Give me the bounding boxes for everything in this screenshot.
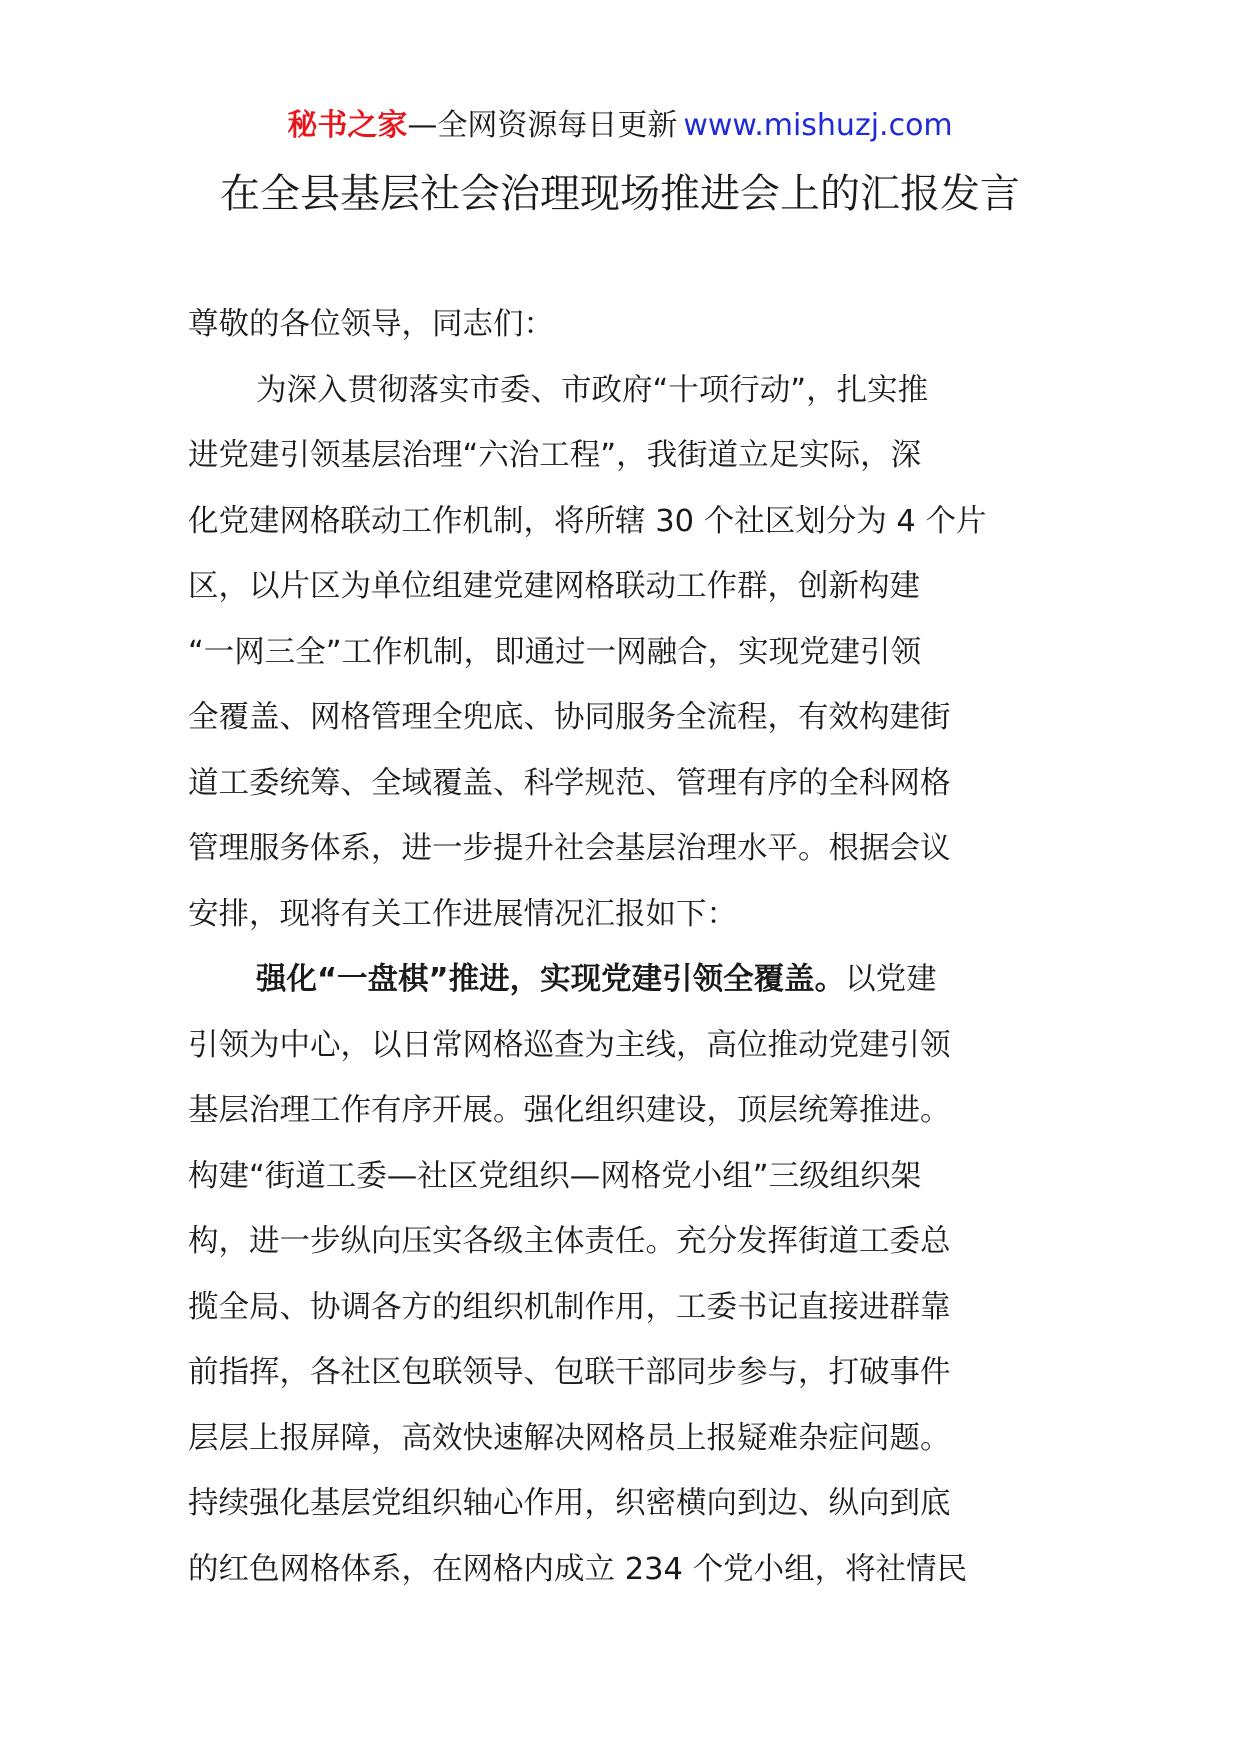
paragraph-line: 为深入贯彻落实市委、市政府“十项行动”，扎实推 (256, 372, 929, 408)
paragraph-line: 引领为中心，以日常网格巡查为主线，高位推动党建引领 (188, 1027, 951, 1063)
paragraph-line: 揽全局、协调各方的组织机制作用，工委书记直接进群靠 (188, 1289, 951, 1325)
site-header (0, 104, 1240, 148)
paragraph-line: 前指挥，各社区包联领导、包联干部同步参与，打破事件 (188, 1355, 951, 1390)
paragraph-line: 持续强化基层党组织轴心作用，织密横向到边、纵向到底 (188, 1486, 951, 1521)
paragraph-line: “一网三全”工作机制，即通过一网融合，实现党建引领 (188, 634, 922, 670)
paragraph-line: 全覆盖、网格管理全兜底、协同服务全流程，有效构建街 (188, 700, 951, 735)
brand-name: 秘书之家 (287, 108, 408, 143)
paragraph-line: 道工委统筹、全域覆盖、科学规范、管理有序的全科网格 (188, 765, 951, 801)
paragraph-line: 层层上报屏障，高效快速解决网格员上报疑难杂症问题。 (188, 1420, 951, 1456)
paragraph-line: 化党建网格联动工作机制，将所辖 30 个社区划分为 4 个片 (188, 503, 987, 539)
section-heading-line (188, 947, 1054, 1013)
paragraph-line: 基层治理工作有序开展。强化组织建设，顶层统筹推进。 (188, 1093, 951, 1128)
document-body (188, 292, 1054, 1602)
paragraph-line: 构，进一步纵向压实各级主体责任。充分发挥街道工委总 (188, 1224, 951, 1259)
section-lead: 强化“一盘棋”推进，实现党建引领全覆盖。 (256, 962, 846, 997)
header-tagline: —全网资源每日更新 (407, 108, 678, 143)
site-url-link[interactable]: www.mishuzj.com (683, 108, 953, 143)
paragraph-line: 的红色网格体系，在网格内成立 234 个党小组，将社情民 (188, 1551, 968, 1587)
paragraph-line: 管理服务体系，进一步提升社会基层治理水平。根据会议 (188, 831, 951, 866)
salutation: 尊敬的各位领导，同志们： (188, 307, 554, 342)
paragraph-line: 区，以片区为单位组建党建网格联动工作群，创新构建 (188, 569, 920, 604)
paragraph-line: 构建“街道工委—社区党组织—网格党小组”三级组织架 (188, 1158, 922, 1194)
paragraph-line: 进党建引领基层治理“六治工程”，我街道立足实际，深 (188, 438, 922, 473)
document-title: 在全县基层社会治理现场推进会上的汇报发言 (220, 171, 1020, 217)
paragraph-line: 安排，现将有关工作进展情况汇报如下： (188, 896, 737, 932)
section-lead-rest: 以党建 (845, 962, 937, 997)
